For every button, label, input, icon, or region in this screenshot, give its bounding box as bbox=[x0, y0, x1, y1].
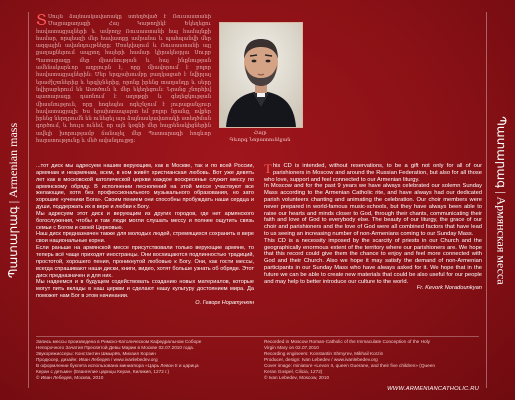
armenian-drop-cap: Տ bbox=[36, 14, 47, 29]
website-link[interactable]: WWW.ARMENIANCATHOLIC.RU bbox=[387, 386, 479, 392]
english-signature: Fr. Kevork Noradounkyan bbox=[416, 285, 482, 292]
russian-paragraph: ...тот диск мы адресуем нашим верующим, как в Москве, так и по всей России, армянам и неармянам, всем, в ком живёт христианская любовь. Вот уже девять лет как в московской католической церкви каждое воскресенье служит мессу по армянскому обряду. В исполнении песнопений на этой мессе участвуют все желающие, хотя без профессионального музыкального образования, но зато хорошие «ученики Бога». Своим пением они способны пробуждать наши сердца и души, поддержать их в вере и любви к Богу. bbox=[36, 163, 254, 211]
credit-line: Непорочного Зачатия Пресвятой Девы Марии в Москве 02.07.2010 года. bbox=[36, 345, 195, 351]
photo-caption-title: Հայր bbox=[253, 130, 267, 136]
armenian-paragraph: Սույն ձայնասկավառակը ստեղծված է Ռուսաստանի Մայրաքաղաքի Հայ Կաթողիկէ Եկեղեցու հավատացյալների և ամբողջ Ռուսաստանի հայ համայնքի համար, որպեսզի մեր հավատքը ամրանա և պահպանվի մեր ազգային ավանդույթները։ Մոսկվայում և Ռուսաստանի այլ քաղաքներում ապրող հայերի համար կիրակնօրյա Սուրբ Պատարագը մեր միասնության և հայ ինքնության ամենակարևոր աղբյուրն է, որը միավորում է բոլոր հավատացյալներին։ Մեր երգչախումբը բաղկացած է նվիրյալ երաժիշտներից և երգիչներից, որոնք իրենց տաղանդը և սերը նվիրաբերում են Աստծուն և մեր եկեղեցուն։ Նրանց շնորհիվ պատարագը դառնում է աղոթքի և գեղեցկության միասնություն, որը հոգեպես ոգեշնչում է յուրաքանչյուր հավատացյալի։ Ես երախտապարտ եմ բոլոր նրանց, ովքեր իրենց ներդրումն են ունեցել այս ձայնասկավառակի ստեղծման գործում, և հույս ունեմ, որ այն կօգնի մեր հայրենակիցներին ավելի խորությամբ ճանաչել մեր Պատարագի հոգևոր հարստությունը և մեծ ավանդույթը։ bbox=[36, 14, 211, 145]
right-spine bbox=[487, 0, 515, 400]
credit-line: Recorded in Moscow Roman-Catholic of the Immaculate Conception of the Holy bbox=[264, 339, 430, 344]
credit-line: Cover image: miniature «Levon II, queen Guerane, and their five children» (Queen bbox=[264, 363, 435, 369]
left-spine bbox=[0, 0, 28, 400]
photo-caption-name: Գևորգ Նորատունկյան bbox=[229, 137, 291, 143]
credit-line: Керан с детьми» (Евангелие царицы Керан, Киликия, 1272 г.) bbox=[36, 369, 170, 375]
right-divider bbox=[486, 12, 487, 388]
credit-line: Запись мессы произведена в Римско-Католическом Кафедральном Соборе bbox=[36, 339, 202, 344]
priest-photo bbox=[219, 22, 303, 128]
english-paragraph: his CD is intended, without reservations, to be a gift not only for all of our parishioners in Moscow and around the Russian Federation, but also for all those who love, support and feel connected to our Armenian liturgy. bbox=[264, 163, 482, 183]
priest-portrait-image bbox=[220, 23, 302, 127]
credit-line: Звукорежиссеры: Константин Шмырёв, Михаил Корзин bbox=[36, 351, 156, 357]
right-spine-text: Պատարագ | Армянская месса bbox=[494, 115, 509, 285]
credits-english bbox=[264, 339, 484, 381]
russian-paragraph: Наш диск предназначен также для молодых людей, стремящихся сохранить в вере свои национальные корни. bbox=[36, 231, 254, 245]
credit-line: Recording engineers: Konstantin Shmyrev, Mikhail Korzin bbox=[264, 351, 384, 357]
left-spine-text: Պատարագ | Armenian mass bbox=[6, 122, 21, 278]
english-text-block bbox=[264, 163, 482, 335]
russian-signature: О. Геворг Норатункян bbox=[195, 299, 254, 306]
russian-paragraph: Мы адресуем этот диск и верующим из других городов, где нет армянского богослужения, чтобы и там люди могли слушать мессу и полнее ощутить связь семьи с Богом и своей Церковью. bbox=[36, 210, 254, 231]
credit-line: © Ivan Lebedev, Moscow, 2010 bbox=[264, 375, 330, 381]
credit-line: Virgin Mary on 02.07.2010 bbox=[264, 345, 319, 351]
credit-line: В оформлении буклета использована миниатюра «Царь Левон II и царица bbox=[36, 363, 199, 369]
credit-line: © Иван Лебедев, Москва, 2010 bbox=[36, 375, 104, 381]
armenian-text-block bbox=[36, 14, 211, 160]
russian-text-block bbox=[36, 163, 254, 335]
english-paragraph: This CD is a necessity imposed by the scarcity of priests in our Church and the geographically enormous extent of the territory where our parishioners are. We hope that this record could give them the chance to enjoy and feel more connected with God and their Church. Also we hope it may satisfy the demand of non-Armenian participants in our Sunday Mass who have always asked for it. We hope that in the future we can be able to create new materials that could be also useful for our people and may help to better introduce our culture to the world. bbox=[264, 237, 482, 285]
credits-russian bbox=[36, 339, 256, 381]
credit-line: Producer, design: Ivan Lebedev / www.ivanlebedev.org bbox=[264, 357, 378, 363]
english-drop-cap: T bbox=[264, 163, 272, 176]
credit-line: Keran Gospel, Cilicia, 1272) bbox=[264, 369, 323, 375]
credits-divider bbox=[36, 336, 479, 337]
english-paragraph: In Moscow and for the past 9 years we have always celebrated our solemn Sunday Mass according to the Armenian Catholic rite, and have always had our dedicated parish volunteers chanting and animating the celebration. Our choir members were never prepared in world-famous music-schools, but they have always been able to raise our hearts and minds closer to God, through their chants, communicating their faith and love of God to everybody else. The beauty of our liturgy, the grace of our choir and parishioners and the love of God were all combined factors that have lead to us seeing an increasing number of non-Armenians coming to our Sunday Mass. bbox=[264, 183, 482, 237]
russian-paragraph: Если раньше на армянской мессе присутствовали только верующие армяне, то теперь всё чаще приходят иностранцы. Они восхищаются подлинностью традиций, простотой, хорошего пения, проникнутой любовью к Богу. Они, как гости мессы, всегда спрашивают наши диски, книги, видео, хотят больше узнать об обряде. Этот диск предназначен и для них. bbox=[36, 245, 254, 279]
left-divider bbox=[28, 12, 29, 388]
russian-paragraph: Мы надеемся и в будущем содействовать созданию новых материалов, которые могут пить вклады в наш церкви и сделают нашу культуру достоянием мира. Да поможет нам Бог в этом начинании. bbox=[36, 279, 254, 300]
credit-line: Продюсер, дизайн: Иван Лебедев / www.ivanlebedev.org bbox=[36, 357, 158, 363]
